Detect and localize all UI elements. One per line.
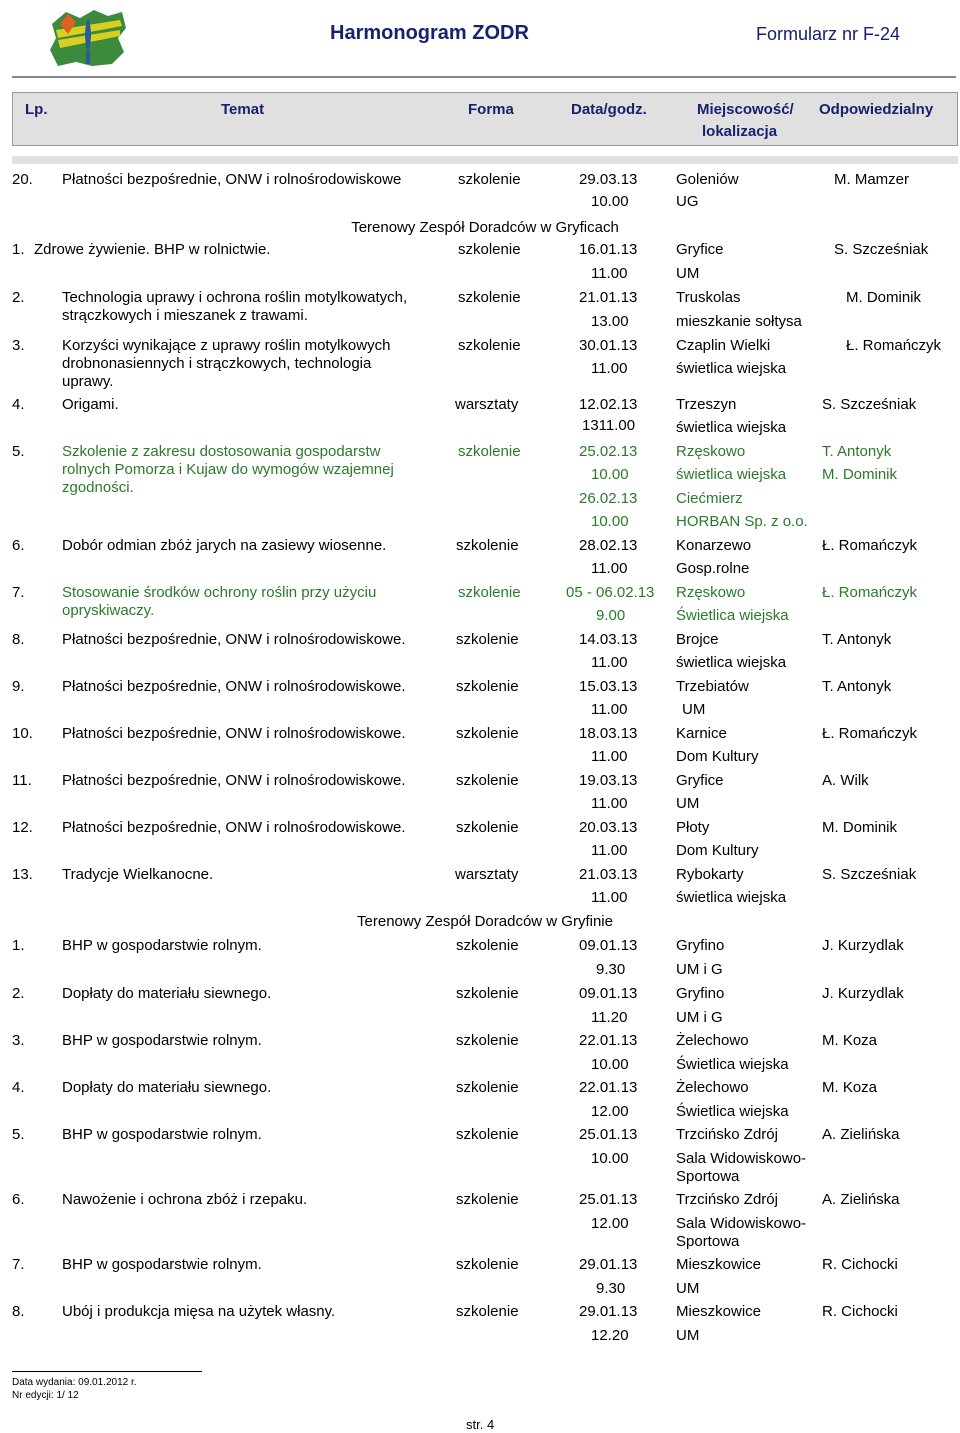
row-temat: Zdrowe żywienie. BHP w rolnictwie. <box>34 241 271 258</box>
row-data: 20.03.13 <box>579 819 638 836</box>
row-temat: Płatności bezpośrednie, ONW i rolnośrodowiskowe. <box>62 678 406 695</box>
row-godz: 10.00 <box>591 1056 629 1073</box>
row-data: 25.01.13 <box>579 1191 638 1208</box>
odr-logo-icon <box>46 4 130 70</box>
row-lp: 9. <box>12 678 25 695</box>
row-data: 09.01.13 <box>579 985 638 1002</box>
row-temat: Płatności bezpośrednie, ONW i rolnośrodowiskowe. <box>62 631 406 648</box>
row-lokalizacja: Gosp.rolne <box>676 560 750 577</box>
row-temat: Stosowanie środków ochrony roślin przy użyciu opryskiwaczy. <box>62 584 377 619</box>
row-godz: 10.00 <box>591 1150 629 1167</box>
col-forma: Forma <box>468 101 514 118</box>
row-temat: BHP w gospodarstwie rolnym. <box>62 1032 262 1049</box>
row-miejsce: Mieszkowice <box>676 1303 762 1320</box>
row-lp: 4. <box>12 396 25 413</box>
row-odpowiedzialny: A. Wilk <box>822 772 869 789</box>
row-forma: szkolenie <box>456 537 519 554</box>
row-forma: szkolenie <box>456 772 519 789</box>
row-lokalizacja: świetlica wiejska <box>676 466 787 483</box>
row-odpowiedzialny: T. Antonyk <box>822 678 892 695</box>
row-odpowiedzialny: S. Szcześniak <box>822 396 917 413</box>
row-miejsce: Trzeszyn <box>676 396 737 413</box>
row-temat: Płatności bezpośrednie, ONW i rolnośrodowiskowe <box>62 171 402 188</box>
row-odpowiedzialny-2: M. Dominik <box>822 466 898 483</box>
row-forma: szkolenie <box>458 337 521 354</box>
row-forma: szkolenie <box>458 443 521 460</box>
row-godz: 12.20 <box>591 1327 629 1344</box>
col-lp: Lp. <box>25 101 48 118</box>
form-number: Formularz nr F-24 <box>756 24 901 44</box>
row-forma: warsztaty <box>455 866 519 883</box>
row-lokalizacja: Dom Kultury <box>676 842 759 859</box>
row-temat: Technologia uprawy i ochrona roślin motylkowatych, strączkowych i mieszanek z trawami. <box>62 289 408 324</box>
row-data: 29.03.13 <box>579 171 638 188</box>
row-temat: Dopłaty do materiału siewnego. <box>62 985 272 1002</box>
col-miejscowosc: Miejscowość/ <box>697 101 794 118</box>
row-temat: BHP w gospodarstwie rolnym. <box>62 1126 262 1143</box>
row-odpowiedzialny: T. Antonyk <box>822 443 892 460</box>
row-data: 22.01.13 <box>579 1079 638 1096</box>
row-godz: 11.00 <box>591 795 628 812</box>
row-lp: 2. <box>12 289 25 306</box>
row-odpowiedzialny: Ł. Romańczyk <box>822 725 918 742</box>
row-lokalizacja: Sala Widowiskowo- <box>676 1150 807 1167</box>
row-odpowiedzialny: M. Koza <box>822 1032 878 1049</box>
row-forma: szkolenie <box>456 678 519 695</box>
row-godz: 11.00 <box>591 360 628 377</box>
row-lokalizacja: UM i G <box>676 1009 723 1026</box>
row-data: 22.01.13 <box>579 1032 638 1049</box>
row-data: 12.02.13 <box>579 396 638 413</box>
row-data-2: 26.02.13 <box>579 490 638 507</box>
row-miejsce: Trzcińsko Zdrój <box>676 1126 778 1143</box>
document-header <box>12 0 956 78</box>
row-forma: szkolenie <box>456 1256 519 1273</box>
row-data: 29.01.13 <box>579 1303 638 1320</box>
row-lokalizacja: świetlica wiejska <box>676 360 787 377</box>
row-forma: szkolenie <box>458 171 521 188</box>
row-lokalizacja: Sala Widowiskowo- <box>676 1215 807 1232</box>
row-temat: Płatności bezpośrednie, ONW i rolnośrodowiskowe. <box>62 819 406 836</box>
row-lp: 8. <box>12 1303 25 1320</box>
row-forma: szkolenie <box>456 819 519 836</box>
row-lokalizacja: świetlica wiejska <box>676 654 787 671</box>
header-band <box>12 156 958 164</box>
row-miejsce: Trzebiatów <box>676 678 749 695</box>
row-miejsce: Gryfino <box>676 985 725 1002</box>
col-temat: Temat <box>221 101 265 118</box>
row-temat: Płatności bezpośrednie, ONW i rolnośrodowiskowe. <box>62 772 406 789</box>
row-lokalizacja: UM <box>676 1327 700 1344</box>
row-miejsce: Goleniów <box>676 171 739 188</box>
row-godz: 10.00 <box>591 466 629 483</box>
row-godz: 12.00 <box>591 1215 629 1232</box>
row-lokalizacja: świetlica wiejska <box>676 419 787 436</box>
row-lp: 3. <box>12 1032 25 1049</box>
row-lokalizacja: Dom Kultury <box>676 748 759 765</box>
row-lp: 3. <box>12 337 25 354</box>
row-lokalizacja: UG <box>676 193 699 210</box>
row-lp: 11. <box>12 772 32 789</box>
row-data: 21.03.13 <box>579 866 638 883</box>
row-forma: szkolenie <box>458 241 521 258</box>
row-lp: 5. <box>12 443 25 460</box>
row-lp: 4. <box>12 1079 25 1096</box>
row-miejsce: Truskolas <box>676 289 741 306</box>
row-forma: szkolenie <box>456 1303 519 1320</box>
row-godz: 11.00 <box>591 560 628 577</box>
row-forma: szkolenie <box>456 725 519 742</box>
row-data: 25.01.13 <box>579 1126 638 1143</box>
row-miejsce: Mieszkowice <box>676 1256 762 1273</box>
row-odpowiedzialny: J. Kurzydlak <box>822 937 904 954</box>
row-lp: 1. <box>12 937 25 954</box>
row-miejsce: Brojce <box>676 631 719 648</box>
page-number: str. 4 <box>466 1417 495 1432</box>
row-odpowiedzialny: M. Koza <box>822 1079 878 1096</box>
row-forma: szkolenie <box>456 985 519 1002</box>
row-odpowiedzialny: S. Szcześniak <box>834 241 929 258</box>
row-lp: 10. <box>12 725 33 742</box>
row-lp: 13. <box>12 866 33 883</box>
row-temat: Dopłaty do materiału siewnego. <box>62 1079 272 1096</box>
row-miejsce: Trzcińsko Zdrój <box>676 1191 778 1208</box>
row-lokalizacja: UM <box>676 1280 700 1297</box>
row-forma: szkolenie <box>456 1191 519 1208</box>
row-odpowiedzialny: M. Dominik <box>846 289 922 306</box>
row-forma: szkolenie <box>458 584 521 601</box>
row-temat: BHP w gospodarstwie rolnym. <box>62 1256 262 1273</box>
row-godz: 9.30 <box>596 961 626 978</box>
row-forma: szkolenie <box>456 1079 519 1096</box>
row-data: 18.03.13 <box>579 725 638 742</box>
row-odpowiedzialny: Ł. Romańczyk <box>822 537 918 554</box>
row-odpowiedzialny: R. Cichocki <box>822 1256 898 1273</box>
row-miejsce: Rzęskowo <box>676 584 746 601</box>
row-lp: 2. <box>12 985 25 1002</box>
row-miejsce-2: Ciećmierz <box>676 490 743 507</box>
section-title-gryfino: Terenowy Zespół Doradców w Gryfinie <box>357 913 613 930</box>
row-odpowiedzialny: Ł. Romańczyk <box>822 584 918 601</box>
footer-divider <box>12 1371 202 1372</box>
row-forma: szkolenie <box>456 937 519 954</box>
row-temat: Korzyści wynikające z uprawy roślin motylkowych drobnonasiennych i strączkowych, technologia uprawy. <box>62 337 391 390</box>
row-odpowiedzialny: Ł. Romańczyk <box>846 337 942 354</box>
row-temat: Dobór odmian zbóż jarych na zasiewy wiosenne. <box>62 537 387 554</box>
row-godz: 9.00 <box>596 607 626 624</box>
row-miejsce: Gryfino <box>676 937 725 954</box>
row-godz: 9.30 <box>596 1280 626 1297</box>
row-lp: 8. <box>12 631 25 648</box>
row-temat: Tradycje Wielkanocne. <box>62 866 214 883</box>
row-forma: szkolenie <box>458 289 521 306</box>
row-odpowiedzialny: A. Zielińska <box>822 1126 900 1143</box>
row-forma: warsztaty <box>455 396 519 413</box>
row-godz: 1311.00 <box>582 417 636 434</box>
table-header <box>12 92 958 146</box>
edition-number: Nr edycji: 1/ 12 <box>12 1390 79 1401</box>
row-temat: Płatności bezpośrednie, ONW i rolnośrodowiskowe. <box>62 725 406 742</box>
row-miejsce: Rzęskowo <box>676 443 746 460</box>
row-lp: 1. <box>12 241 25 258</box>
row-temat: Origami. <box>62 396 119 413</box>
row-lokalizacja-2: Sportowa <box>676 1168 740 1185</box>
row-temat: BHP w gospodarstwie rolnym. <box>62 937 262 954</box>
row-odpowiedzialny: M. Dominik <box>822 819 898 836</box>
row-godz: 11.00 <box>591 842 628 859</box>
row-odpowiedzialny: M. Mamzer <box>834 171 909 188</box>
row-forma: szkolenie <box>456 631 519 648</box>
row-data: 05 - 06.02.13 <box>566 584 655 601</box>
row-godz: 12.00 <box>591 1103 629 1120</box>
row-godz: 10.00 <box>591 193 629 210</box>
row-lp: 7. <box>12 1256 25 1273</box>
row-miejsce: Rybokarty <box>676 866 744 883</box>
row-miejsce: Karnice <box>676 725 727 742</box>
document-title: Harmonogram ZODR <box>330 22 529 44</box>
row-miejsce: Żelechowo <box>676 1032 749 1049</box>
col-data: Data/godz. <box>571 101 647 118</box>
issue-date: Data wydania: 09.01.2012 r. <box>12 1377 137 1388</box>
row-lokalizacja: UM <box>676 265 700 282</box>
row-miejsce: Czaplin Wielki <box>676 337 771 354</box>
row-data: 15.03.13 <box>579 678 638 695</box>
row-lokalizacja: mieszkanie sołtysa <box>676 313 802 330</box>
row-odpowiedzialny: R. Cichocki <box>822 1303 898 1320</box>
row-data: 19.03.13 <box>579 772 638 789</box>
row-temat: Nawożenie i ochrona zbóż i rzepaku. <box>62 1191 308 1208</box>
row-odpowiedzialny: S. Szcześniak <box>822 866 917 883</box>
section-title-gryfice: Terenowy Zespół Doradców w Gryficach <box>351 219 619 236</box>
row-godz: 13.00 <box>591 313 629 330</box>
row-godz: 11.00 <box>591 748 628 765</box>
row-lp: 20. <box>12 171 33 188</box>
row-lokalizacja: Świetlica wiejska <box>676 1056 789 1073</box>
row-lokalizacja-2: Sportowa <box>676 1233 740 1250</box>
row-data: 30.01.13 <box>579 337 638 354</box>
row-data: 14.03.13 <box>579 631 638 648</box>
row-lokalizacja: UM <box>676 795 700 812</box>
row-miejsce: Płoty <box>676 819 710 836</box>
row-forma: szkolenie <box>456 1032 519 1049</box>
row-miejsce: Gryfice <box>676 772 724 789</box>
row-godz-2: 10.00 <box>591 513 629 530</box>
row-miejsce: Konarzewo <box>676 537 752 554</box>
row-lokalizacja: Świetlica wiejska <box>676 607 789 624</box>
col-lokalizacja: lokalizacja <box>702 123 778 140</box>
col-odpowiedzialny: Odpowiedzialny <box>819 101 934 118</box>
row-miejsce: Gryfice <box>676 241 724 258</box>
row-godz: 11.00 <box>591 265 628 282</box>
row-godz: 11.00 <box>591 889 628 906</box>
row-data: 25.02.13 <box>579 443 638 460</box>
row-lokalizacja-2: HORBAN Sp. z o.o. <box>676 513 808 530</box>
row-odpowiedzialny: A. Zielińska <box>822 1191 900 1208</box>
row-data: 28.02.13 <box>579 537 638 554</box>
row-godz: 11.20 <box>591 1009 628 1026</box>
row-data: 29.01.13 <box>579 1256 638 1273</box>
row-temat: Ubój i produkcja mięsa na użytek własny. <box>62 1303 336 1320</box>
row-forma: szkolenie <box>456 1126 519 1143</box>
row-godz: 11.00 <box>591 701 628 718</box>
row-lokalizacja: UM <box>682 701 706 718</box>
row-lp: 6. <box>12 537 25 554</box>
header-divider <box>12 76 956 78</box>
row-lokalizacja: UM i G <box>676 961 723 978</box>
row-miejsce: Żelechowo <box>676 1079 749 1096</box>
row-lp: 5. <box>12 1126 25 1143</box>
row-temat: Szkolenie z zakresu dostosowania gospodarstw rolnych Pomorza i Kujaw do wymogów wzajemnej zgodności. <box>62 443 394 496</box>
row-odpowiedzialny: J. Kurzydlak <box>822 985 904 1002</box>
row-godz: 11.00 <box>591 654 628 671</box>
row-odpowiedzialny: T. Antonyk <box>822 631 892 648</box>
row-lp: 12. <box>12 819 33 836</box>
row-data: 21.01.13 <box>579 289 638 306</box>
row-lp: 6. <box>12 1191 25 1208</box>
row-data: 16.01.13 <box>579 241 638 258</box>
row-data: 09.01.13 <box>579 937 638 954</box>
row-lokalizacja: Świetlica wiejska <box>676 1103 789 1120</box>
row-lokalizacja: świetlica wiejska <box>676 889 787 906</box>
row-lp: 7. <box>12 584 25 601</box>
